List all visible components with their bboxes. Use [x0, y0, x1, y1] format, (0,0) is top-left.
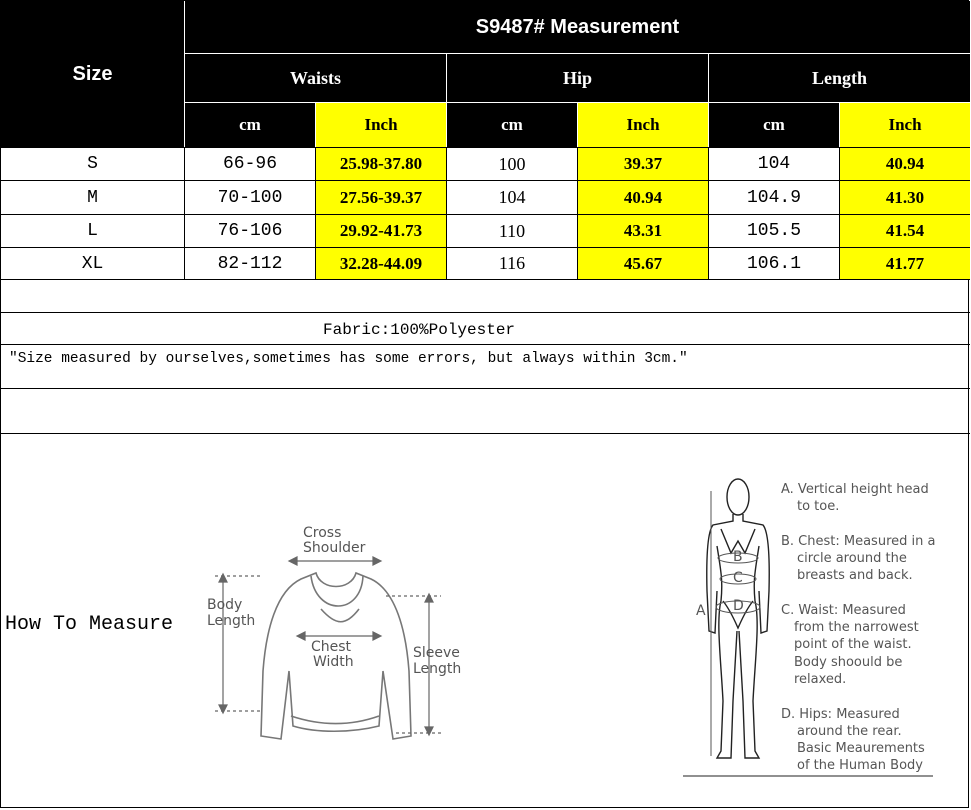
size-header	[1, 1, 184, 147]
sleeve-length-label-2: Length	[413, 661, 462, 677]
waist-inch-cell: 32.28-44.09	[316, 248, 446, 279]
waist-inch-cell: 29.92-41.73	[316, 215, 446, 247]
svg-text:circle around the: circle around the	[797, 551, 907, 566]
unit-inch-hip: Inch	[578, 103, 708, 147]
chart-title	[185, 1, 970, 53]
size-cell: L	[87, 221, 98, 241]
svg-text:of the Human Body: of the Human Body	[797, 758, 923, 773]
hip-cm-cell: 104	[498, 187, 526, 207]
waist-cm-cell: 76-106	[217, 221, 283, 241]
svg-text:to toe.: to toe.	[797, 499, 840, 514]
svg-text:A. Vertical height head: A. Vertical height head	[781, 482, 929, 497]
marker-c: C	[733, 570, 743, 586]
hip-inch-cell: 45.67	[578, 248, 708, 279]
waist-cm-cell: 66-96	[222, 154, 277, 174]
hip-inch-cell: 43.31	[578, 215, 708, 247]
unit-cm-hip: cm	[447, 103, 577, 147]
chart-title-text: S9487# Measurement	[475, 15, 680, 38]
hip-cm-cell: 116	[498, 253, 526, 273]
svg-text:breasts and back.: breasts and back.	[797, 568, 913, 583]
chest-width-label: Chest	[311, 639, 352, 655]
length-inch-cell: 40.94	[840, 148, 970, 180]
cross-shoulder-label: Cross	[303, 525, 342, 541]
svg-text:from the narrowest: from the narrowest	[794, 620, 919, 635]
disclaimer-text: "Size measured by ourselves,sometimes has some errors, but always within 3cm."	[9, 351, 688, 367]
shirt-measure-diagram	[201, 521, 471, 751]
group-header-hip: Hip	[447, 54, 708, 102]
unit-inch-waist: Inch	[316, 103, 446, 147]
size-cell: M	[87, 187, 98, 208]
svg-text:point of the waist.: point of the waist.	[794, 637, 912, 652]
cross-shoulder-label-2: Shoulder	[303, 540, 366, 556]
waist-cm-cell: 70-100	[217, 187, 283, 208]
body-measure-diagram	[681, 471, 951, 781]
hip-cm-cell: 100	[498, 153, 526, 174]
body-length-label: Body	[207, 597, 243, 613]
hip-inch-cell: 40.94	[578, 181, 708, 214]
svg-text:relaxed.: relaxed.	[794, 672, 847, 687]
svg-text:B. Chest: Measured in a: B. Chest: Measured in a	[781, 534, 936, 549]
marker-d: D	[733, 598, 744, 614]
length-cm-cell: 104	[757, 154, 791, 174]
marker-a: A	[696, 603, 706, 619]
hip-cm-cell: 110	[498, 220, 526, 241]
waist-inch-cell: 27.56-39.37	[316, 181, 446, 214]
svg-text:C. Waist: Measured: C. Waist: Measured	[781, 603, 906, 618]
body-length-label-2: Length	[207, 613, 256, 629]
waist-cm-cell: 82-112	[217, 253, 283, 274]
length-cm-cell: 104.9	[746, 187, 801, 208]
size-header-label: Size	[72, 62, 113, 85]
how-to-measure-label: How To Measure	[5, 613, 174, 636]
unit-cm-waist: cm	[185, 103, 315, 147]
marker-b: B	[733, 549, 743, 565]
length-inch-cell: 41.77	[840, 248, 970, 279]
length-cm-cell: 105.5	[746, 221, 801, 241]
unit-inch-length: Inch	[840, 103, 970, 147]
unit-cm-length: cm	[709, 103, 839, 147]
size-cell: S	[87, 154, 98, 174]
sleeve-length-label: Sleeve	[413, 645, 460, 661]
length-inch-cell: 41.30	[840, 181, 970, 214]
size-cell: XL	[81, 253, 104, 274]
waist-inch-cell: 25.98-37.80	[316, 148, 446, 180]
group-header-length: Length	[709, 54, 970, 102]
length-cm-cell: 106.1	[746, 253, 801, 274]
chest-width-label-2: Width	[313, 654, 354, 670]
hip-inch-cell: 39.37	[578, 148, 708, 180]
svg-text:D. Hips: Measured: D. Hips: Measured	[781, 707, 900, 722]
length-inch-cell: 41.54	[840, 215, 970, 247]
svg-text:Body shoould be: Body shoould be	[794, 655, 903, 670]
fabric-text: Fabric:100%Polyester	[323, 321, 516, 339]
group-header-waists: Waists	[185, 54, 446, 102]
svg-text:around the rear.: around the rear.	[797, 724, 902, 739]
svg-text:Basic Meaurements: Basic Meaurements	[797, 741, 925, 756]
